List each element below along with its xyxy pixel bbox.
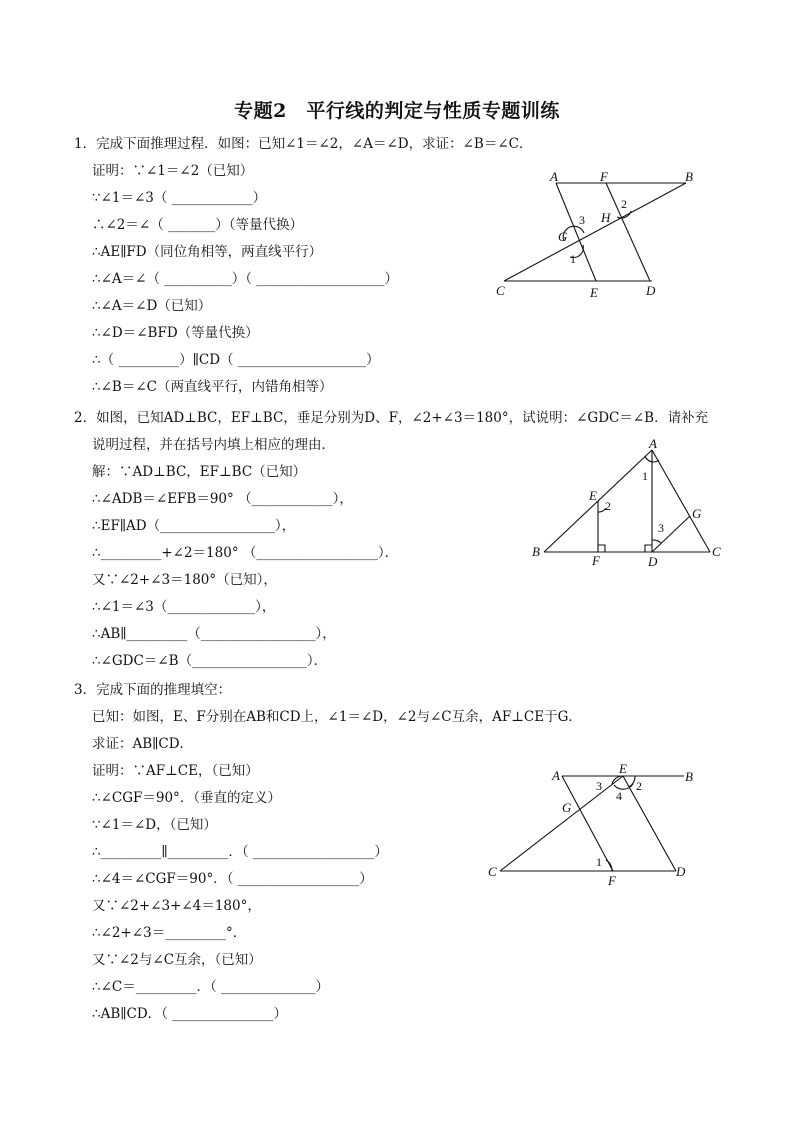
problem-3-prove: 求证：AB∥CD．: [92, 736, 194, 752]
angle-label: 1: [596, 855, 602, 869]
point-label: E: [590, 285, 598, 300]
proof-line: ∵∠1＝∠3（ ____________）: [92, 190, 267, 206]
proof-line: ∴∠2+∠3＝_________°．: [92, 925, 247, 941]
angle-label: 1: [570, 252, 576, 266]
proof-line: 证明：∵∠1＝∠2（已知）: [92, 163, 254, 179]
point-label: D: [648, 554, 658, 569]
line-cb: [504, 183, 686, 281]
right-angle-d: [645, 545, 652, 552]
proof-line: ∴∠B＝∠C（两直线平行，内错角相等）: [92, 379, 333, 395]
point-label: F: [592, 553, 600, 568]
point-label: D: [646, 283, 656, 298]
problem-3-statement: 3．完成下面的推理填空：: [74, 682, 232, 698]
proof-line: ∴∠D＝∠BFD（等量代换）: [92, 325, 259, 341]
proof-line: ∴（ _________）∥CD（ ___________________）: [92, 352, 380, 368]
point-label: B: [685, 769, 693, 784]
point-label: F: [608, 873, 616, 888]
point-label: E: [619, 761, 627, 776]
point-label: G: [692, 506, 702, 521]
point-label: D: [676, 864, 686, 879]
angle-label: 2: [621, 197, 627, 211]
proof-line: ∴AB∥CD．（ _______________）: [92, 1006, 287, 1022]
proof-line: ∴AB∥_________（_________________），: [92, 626, 336, 642]
page-title: 专题2 平行线的判定与性质专题训练: [234, 100, 560, 122]
proof-line: ∴∠A＝∠D（已知）: [92, 298, 212, 314]
point-label: G: [558, 229, 568, 244]
proof-line: 又∵∠2+∠3+∠4＝180°，: [92, 898, 261, 914]
proof-line: ∴∠2＝∠（ _______）（等量代换）: [92, 217, 304, 233]
proof-line: ∴EF∥AD（_________________），: [92, 518, 296, 534]
point-label: H: [601, 210, 611, 225]
proof-line: ∴∠C＝_________．（ ______________）: [92, 979, 330, 995]
angle-3-arc: [652, 540, 661, 543]
line-ac: [652, 450, 710, 552]
angle-2-arc: [629, 776, 635, 787]
angle-label: 3: [596, 779, 602, 793]
proof-line: 又∵∠2+∠3＝180°（已知），: [92, 572, 277, 588]
point-label: F: [600, 169, 608, 184]
proof-line: 证明：∵AF⊥CE，（已知）: [92, 763, 259, 779]
point-label: E: [589, 488, 597, 503]
point-label: B: [685, 169, 693, 184]
point-label: G: [562, 800, 572, 815]
proof-line: 又∵∠2与∠C互余，（已知）: [92, 952, 262, 968]
proof-line: ∴∠4＝∠CGF＝90°．（ __________________）: [92, 871, 373, 887]
problem-1-statement: 1．完成下面推理过程．如图：已知∠1＝∠2，∠A＝∠D，求证：∠B＝∠C．: [74, 136, 533, 152]
point-label: A: [649, 436, 657, 451]
proof-line: ∴∠ADB＝∠EFB＝90° （____________），: [92, 491, 353, 507]
point-label: A: [550, 169, 558, 184]
proof-line: ∵∠1＝∠D，（已知）: [92, 817, 217, 833]
problem-3-given: 已知：如图，E、F分别在AB和CD上，∠1＝∠D，∠2与∠C互余，AF⊥CE于G．: [92, 709, 582, 725]
angle-label: 2: [605, 499, 611, 513]
right-angle-f: [598, 545, 605, 552]
problem-2-statement: 说明过程，并在括号内填上相应的理由．: [92, 437, 335, 453]
problem-2-statement: 2．如图，已知AD⊥BC，EF⊥BC，垂足分别为D、F，∠2+∠3＝180°，试说明：∠GDC＝∠B．请补充: [74, 410, 709, 426]
figure-3-diagram: [484, 760, 704, 890]
point-label: C: [712, 544, 721, 559]
point-label: A: [552, 768, 560, 783]
angle-label: 1: [642, 469, 648, 483]
proof-line: ∴∠GDC＝∠B（_________________）．: [92, 653, 328, 669]
proof-line: ∴∠A＝∠（ __________）（ ___________________）: [92, 271, 399, 287]
proof-line: ∴_________+∠2＝180° （__________________）．: [92, 545, 399, 561]
point-label: C: [488, 864, 497, 879]
point-label: B: [532, 544, 540, 559]
line-ed: [623, 776, 676, 871]
proof-line: 解：∵AD⊥BC，EF⊥BC（已知）: [92, 464, 307, 480]
point-label: C: [496, 283, 505, 298]
angle-1-arc: [606, 860, 612, 871]
proof-line: ∴∠CGF＝90°．（垂直的定义）: [92, 790, 282, 806]
angle-label: 4: [616, 789, 622, 803]
proof-line: ∴_________∥_________．（ __________________）: [92, 844, 388, 860]
line-ce: [500, 776, 623, 871]
proof-line: ∴AE∥FD（同位角相等，两直线平行）: [92, 244, 323, 260]
angle-label: 3: [579, 213, 585, 227]
line-fd: [606, 183, 650, 281]
figure-1-diagram: [490, 165, 710, 300]
angle-label: 2: [636, 779, 642, 793]
proof-line: ∴∠1＝∠3（_____________），: [92, 599, 276, 615]
figure-2-diagram: [528, 436, 728, 572]
angle-label: 3: [658, 521, 664, 535]
